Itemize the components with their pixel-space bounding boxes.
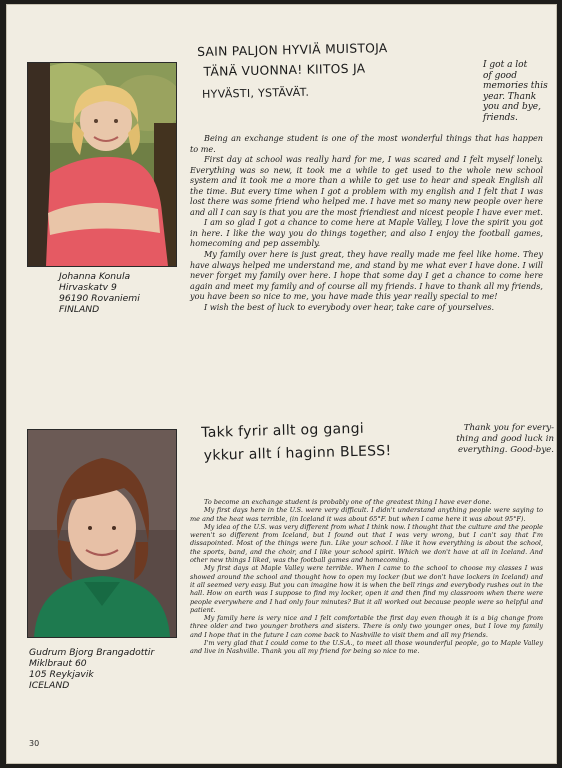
letter-body-johanna — [190, 133, 543, 312]
handwritten-note-icelandic — [201, 420, 392, 465]
translation-line: of good — [483, 70, 517, 81]
paragraph: I wish the best of luck to everybody over hear, take care of yourselves. — [204, 301, 495, 312]
address-line: 105 Reykjavik — [29, 669, 94, 680]
translation-line: you and bye, — [483, 102, 541, 113]
paragraph: I am so glad I got a chance to come here at Maple Valley, I love the spirit you got in here. I like the way you do things together, and also I enjoy the football games, homecoming and pep assembly. — [190, 217, 543, 249]
address-johanna — [59, 271, 140, 315]
address-line: 96190 Rovaniemi — [59, 293, 140, 304]
translation-line: everything. Good-bye. — [457, 444, 554, 455]
handwritten-line: SAIN PALJON HYVIÄ MUISTOJA — [197, 41, 388, 59]
student-photo-johanna — [27, 62, 177, 267]
address-line: Johanna Konula — [59, 271, 131, 282]
address-line: Miklbraut 60 — [29, 658, 87, 669]
page-number: 30 — [29, 739, 40, 748]
yearbook-page — [6, 4, 557, 764]
translation-line: thing and good luck in — [456, 433, 554, 444]
letter-body-gudrum — [190, 498, 543, 656]
address-line: Gudrum Bjorg Brangadottir — [29, 647, 155, 658]
paragraph: I'm very glad that I could come to the U.S.A., to meet all those wounderful people, go to Maple Valley and live in Nashville. Thank you all my friend for being so nice to me. — [190, 639, 543, 656]
handwritten-line: Takk fyrir allt og gangi — [201, 420, 365, 441]
translation-line: I got a lot — [483, 60, 528, 70]
translation-line: memories this — [483, 81, 548, 92]
paragraph: My family over here is just great, they have really made me feel like home. They have always helped me understand me, and stand by me what ever I have done. I will never forget my family over here. I hope that some day I get a chance to come here again and meet my family and of course all my friends. I have to thank all my friends, you have been so nice to me, you have made this year really special to me! — [190, 249, 543, 302]
handwritten-line: HYVÄSTI, YSTÄVÄT. — [201, 85, 310, 101]
translation-note-finnish — [483, 60, 553, 124]
paragraph: Being an exchange student is one of the most wonderful things that has happen to me. — [190, 133, 543, 154]
handwritten-line: TÄNÄ VUONNA! KIITOS JA — [203, 61, 366, 79]
paragraph: My first days here in the U.S. were very difficult. I didn't understand anything people were saying to me and the heat was terrible, (in Iceland it was about 65°F. but when I came here it was about 95°F). — [190, 506, 543, 523]
address-line: Hirvaskatv 9 — [59, 282, 117, 293]
translation-line: friends. — [483, 112, 518, 123]
paragraph: To become an exchange student is probably one of the greatest thing I have ever done. — [204, 498, 492, 506]
translation-line: Thank you for every- — [463, 423, 554, 433]
paragraph: My idea of the U.S. was very different from what I think now. I thought that the culture and the people weren't so different from Iceland, but I found out that I was very wrong, but I can't say that I'm dissapointed. Most of the things were fun. Like your school. I like it how everything is about the school, the sports, band, and the choir, and I like your school spirit. Which we don't have at all in Iceland. And other new things I liked, was the football games and homecoming. — [190, 522, 543, 565]
address-line: ICELAND — [29, 680, 70, 691]
handwritten-line: ykkur allt í haginn BLESS! — [203, 442, 392, 464]
paragraph: My first days at Maple Valley were terrible. When I came to the school to choose my classes I was showed around the school and thought how to open my locker (but we don't have lockers in Iceland) and it all seemed very easy. But you can imagine how it is when the bell rings and everybody rushes out in the hall. How on earth was I suppose to find my locker, open it and then find my classroom when there were people everywhere and I had only four minutes? But it all worked out because people were so helpful and patient. — [190, 564, 543, 614]
student-photo-gudrum — [27, 429, 177, 638]
paragraph: First day at school was really hard for me, I was scared and I felt myself lonely. Everything was so new, it took me a while to get used to the whole new school system and it took me a more than a while to get use to hear and speak English all the time. But every time when I got a problem with my english and I felt that I was lost there was some friend who helped me. I have met so many new people over here and all I can say is that you are the most friendiest and nicest people I have ever met. — [190, 154, 543, 217]
address-gudrum — [29, 647, 154, 691]
handwritten-note-finnish — [197, 41, 389, 101]
paragraph: My family here is very nice and I felt comfortable the first day even though it is a big change from three older and two younger brothers and sisters. There is only two younger ones, but I love my family and I hope that in the future I can come back to Nashville to visit them and all my friends. — [190, 614, 543, 639]
translation-note-icelandic — [450, 423, 554, 455]
address-line: FINLAND — [59, 304, 100, 315]
translation-line: year. Thank — [483, 91, 537, 102]
